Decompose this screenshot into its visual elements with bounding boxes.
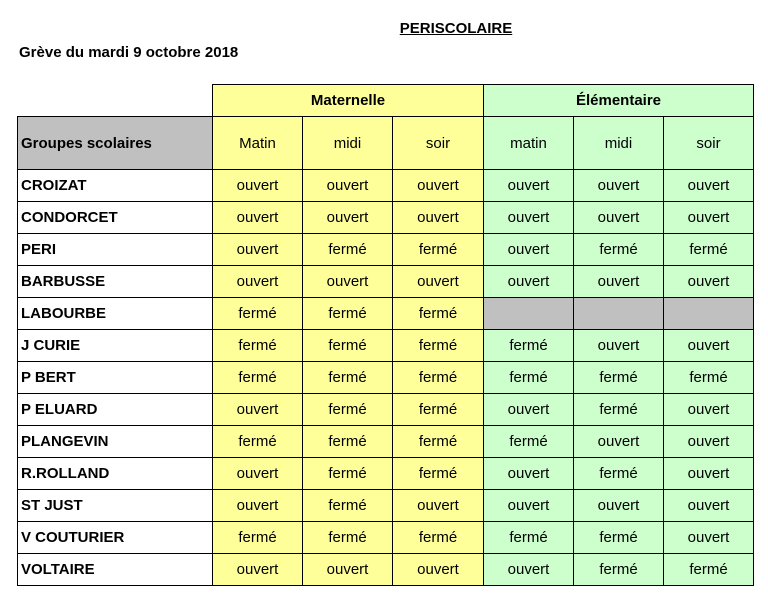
elementaire-status-cell: fermé: [664, 362, 754, 394]
elementaire-status-cell: ouvert: [484, 458, 574, 490]
maternelle-status-cell: fermé: [303, 490, 393, 522]
maternelle-status-cell: fermé: [393, 330, 484, 362]
maternelle-status-cell: ouvert: [393, 266, 484, 298]
elementaire-status-cell: fermé: [574, 554, 664, 586]
maternelle-status-cell: fermé: [303, 426, 393, 458]
maternelle-status-cell: ouvert: [393, 170, 484, 202]
maternelle-status-cell: ouvert: [393, 202, 484, 234]
elementaire-status-cell: ouvert: [664, 394, 754, 426]
maternelle-status-cell: fermé: [303, 458, 393, 490]
table-row: [18, 234, 754, 266]
maternelle-col-header: midi: [303, 117, 393, 170]
elementaire-empty-cell: [574, 298, 664, 330]
group-name-cell: P ELUARD: [18, 394, 213, 426]
maternelle-status-cell: ouvert: [213, 266, 303, 298]
elementaire-status-cell: ouvert: [664, 330, 754, 362]
elementaire-status-cell: fermé: [574, 234, 664, 266]
table-row: [18, 298, 754, 330]
table-row: [18, 426, 754, 458]
elementaire-status-cell: ouvert: [484, 490, 574, 522]
maternelle-status-cell: ouvert: [393, 490, 484, 522]
header-row-sections: [18, 85, 754, 117]
group-name-cell: PLANGEVIN: [18, 426, 213, 458]
elementaire-status-cell: ouvert: [664, 426, 754, 458]
maternelle-status-cell: fermé: [393, 426, 484, 458]
maternelle-status-cell: fermé: [303, 298, 393, 330]
group-name-cell: V COUTURIER: [18, 522, 213, 554]
maternelle-status-cell: ouvert: [213, 554, 303, 586]
page-title: PERISCOLAIRE: [399, 20, 513, 37]
maternelle-status-cell: ouvert: [303, 554, 393, 586]
group-name-cell: R.ROLLAND: [18, 458, 213, 490]
group-name-cell: LABOURBE: [18, 298, 213, 330]
elementaire-status-cell: fermé: [484, 522, 574, 554]
maternelle-status-cell: fermé: [393, 362, 484, 394]
maternelle-status-cell: fermé: [393, 234, 484, 266]
elementaire-status-cell: ouvert: [574, 426, 664, 458]
maternelle-status-cell: fermé: [393, 298, 484, 330]
elementaire-status-cell: fermé: [574, 458, 664, 490]
elementaire-status-cell: ouvert: [664, 522, 754, 554]
maternelle-header: Maternelle: [213, 85, 484, 117]
elementaire-status-cell: fermé: [574, 362, 664, 394]
elementaire-status-cell: fermé: [484, 426, 574, 458]
elementaire-status-cell: ouvert: [484, 202, 574, 234]
table-row: [18, 170, 754, 202]
elementaire-status-cell: ouvert: [574, 490, 664, 522]
elementaire-status-cell: fermé: [664, 234, 754, 266]
maternelle-status-cell: ouvert: [303, 266, 393, 298]
maternelle-status-cell: ouvert: [213, 170, 303, 202]
group-name-cell: CONDORCET: [18, 202, 213, 234]
table-row: [18, 554, 754, 586]
maternelle-status-cell: ouvert: [393, 554, 484, 586]
elementaire-status-cell: ouvert: [484, 266, 574, 298]
table-row: [18, 330, 754, 362]
table-row: [18, 522, 754, 554]
elementaire-status-cell: ouvert: [574, 330, 664, 362]
maternelle-status-cell: ouvert: [213, 490, 303, 522]
maternelle-status-cell: ouvert: [213, 202, 303, 234]
maternelle-status-cell: fermé: [393, 458, 484, 490]
elementaire-status-cell: ouvert: [484, 554, 574, 586]
table-row: [18, 202, 754, 234]
group-name-cell: BARBUSSE: [18, 266, 213, 298]
table-row: [18, 490, 754, 522]
group-name-cell: P BERT: [18, 362, 213, 394]
maternelle-status-cell: fermé: [213, 426, 303, 458]
elementaire-status-cell: ouvert: [574, 170, 664, 202]
elementaire-status-cell: ouvert: [574, 202, 664, 234]
elementaire-col-header: matin: [484, 117, 574, 170]
group-name-cell: CROIZAT: [18, 170, 213, 202]
table-row: [18, 394, 754, 426]
group-name-cell: ST JUST: [18, 490, 213, 522]
periscolaire-table: [17, 84, 754, 586]
group-name-cell: PERI: [18, 234, 213, 266]
elementaire-status-cell: ouvert: [664, 458, 754, 490]
elementaire-status-cell: fermé: [574, 522, 664, 554]
maternelle-status-cell: ouvert: [303, 202, 393, 234]
header-row-periods: [18, 117, 754, 170]
group-name-cell: VOLTAIRE: [18, 554, 213, 586]
elementaire-status-cell: ouvert: [484, 170, 574, 202]
elementaire-status-cell: ouvert: [484, 234, 574, 266]
maternelle-status-cell: fermé: [303, 234, 393, 266]
elementaire-status-cell: ouvert: [664, 170, 754, 202]
maternelle-status-cell: ouvert: [303, 170, 393, 202]
group-name-cell: J CURIE: [18, 330, 213, 362]
maternelle-status-cell: fermé: [303, 330, 393, 362]
table-row: [18, 266, 754, 298]
page-subtitle: Grève du mardi 9 octobre 2018: [19, 44, 239, 61]
elementaire-status-cell: fermé: [574, 394, 664, 426]
table-row: [18, 362, 754, 394]
elementaire-status-cell: ouvert: [664, 202, 754, 234]
elementaire-empty-cell: [484, 298, 574, 330]
maternelle-status-cell: fermé: [303, 522, 393, 554]
maternelle-status-cell: fermé: [393, 394, 484, 426]
elementaire-empty-cell: [664, 298, 754, 330]
maternelle-status-cell: ouvert: [213, 458, 303, 490]
maternelle-status-cell: fermé: [213, 522, 303, 554]
elementaire-status-cell: ouvert: [664, 490, 754, 522]
maternelle-status-cell: ouvert: [213, 234, 303, 266]
maternelle-status-cell: fermé: [213, 298, 303, 330]
elementaire-col-header: soir: [664, 117, 754, 170]
maternelle-col-header: Matin: [213, 117, 303, 170]
maternelle-status-cell: fermé: [213, 330, 303, 362]
elementaire-status-cell: fermé: [484, 330, 574, 362]
elementaire-status-cell: ouvert: [484, 394, 574, 426]
group-column-header: Groupes scolaires: [18, 117, 213, 170]
elementaire-col-header: midi: [574, 117, 664, 170]
elementaire-header: Élémentaire: [484, 85, 754, 117]
maternelle-status-cell: fermé: [303, 362, 393, 394]
maternelle-status-cell: ouvert: [213, 394, 303, 426]
elementaire-status-cell: fermé: [484, 362, 574, 394]
table-row: [18, 458, 754, 490]
maternelle-status-cell: fermé: [213, 362, 303, 394]
maternelle-status-cell: fermé: [303, 394, 393, 426]
maternelle-status-cell: fermé: [393, 522, 484, 554]
maternelle-col-header: soir: [393, 117, 484, 170]
elementaire-status-cell: ouvert: [574, 266, 664, 298]
header-blank-cell: [18, 85, 213, 117]
elementaire-status-cell: ouvert: [664, 266, 754, 298]
elementaire-status-cell: fermé: [664, 554, 754, 586]
